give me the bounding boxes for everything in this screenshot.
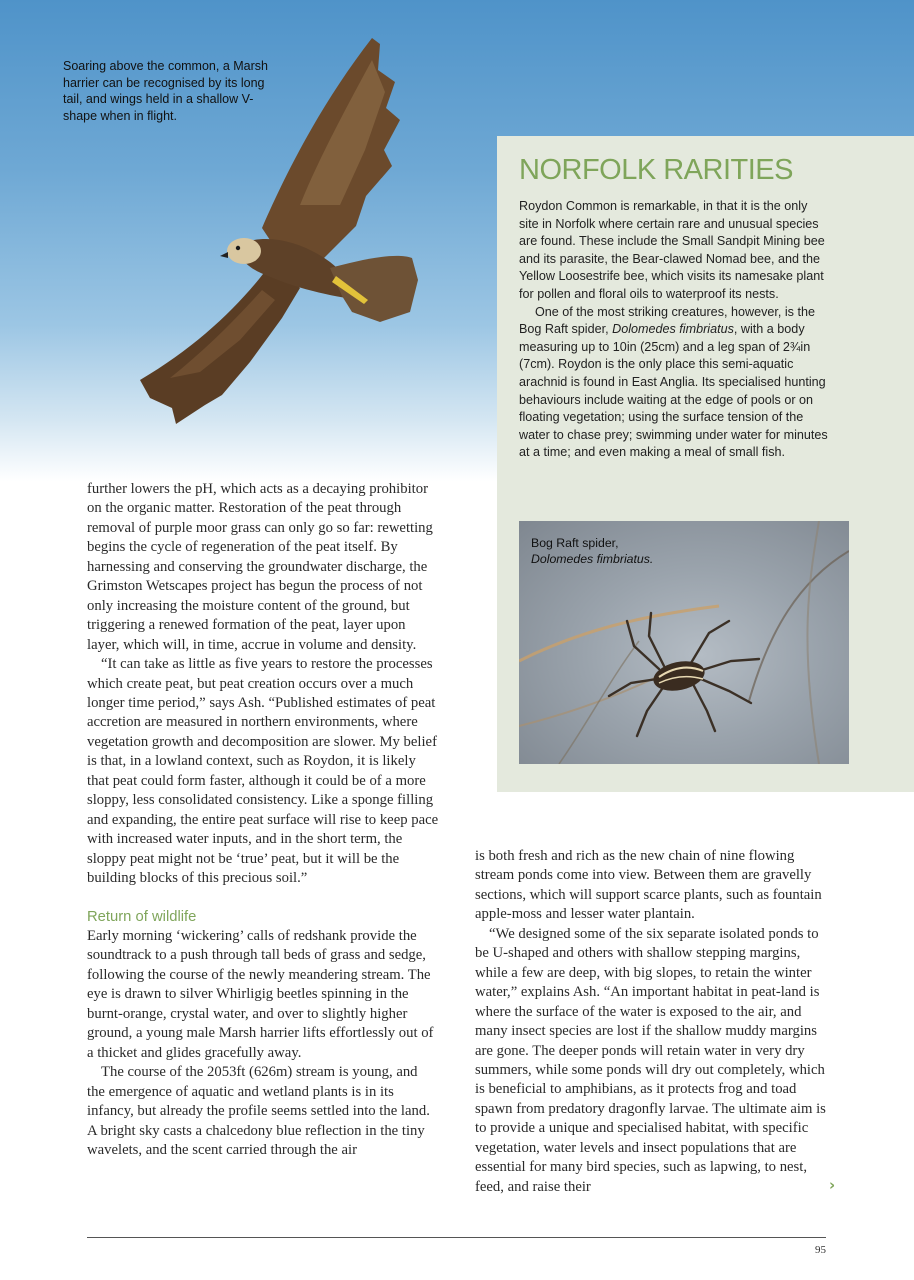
bog-raft-spider-photo [519,521,849,764]
sidebar-text: , with a body measuring up to 10in (25cm) and a leg span of 2¾in (7cm). Roydon is the only place this semi-aquatic arachnid is found in East Anglia. Its specialised hunting behaviours include waiting at the edge of pools or on floating vegetation; using the surface tension of the water to chase prey; swimming under water for minutes at a time; and even making a meal of small fish. [519,322,828,460]
body-paragraph: The course of the 2053ft (626m) stream is young, and the emergence of aquatic and wetland plants is in its infancy, but already the profile seems settled into the land. A bright sky casts a chalcedony blue reflection in the tiny wavelets, and the scent carried through the air [87,1064,430,1158]
spider-caption-scientific: Dolomedes fimbriatus. [531,551,654,566]
body-paragraph: “It can take as little as five years to restore the processes which create peat, but peat creation occurs over a much longer time period,” says Ash. “Published estimates of peat accretion are measured in northern environments, where vegetation growth and decomposition are slower. My belief is that, in a lowland context, such as Roydon, it is likely that peat could form faster, although it could be of a more sloppy, less consolidated consistency. Like a sponge filling and expanding, the entire peat surface will rise to keep pace with increased water inputs, and in the short term, the sloppy peat might not be ‘true’ peat, but it will be the building blocks of this precious soil.” [87,656,439,887]
right-text-column [475,847,827,1197]
continue-arrow-icon: › [829,1176,836,1194]
body-paragraph: “We designed some of the six separate isolated ponds to be U-shaped and others with shallow stepping margins, while a few are deep, with big slopes, to retain the winter water,” explains Ash. “An important habitat in peat-land is where the surface of the water is exposed to the air, and many insect species are lost if the shallow muddy margins are gone. The deeper ponds will retain water in very dry summers, while some ponds will dry out completely, which is beneficial to amphibians, as it protects frog and toad spawn from predatory dragonfly larvae. The ultimate aim is to provide a unique and specialised habitat, with specific vegetation, water levels and insect populations that are essential for many bird species, such as lapwing, to nest, feed, and raise their [475,925,826,1195]
sidebar-paragraph: Roydon Common is remarkable, in that it is the only site in Norfolk where certain rare and unusual species are found. These include the Small Sandpit Mining bee and its parasite, the Bear-clawed Nomad bee, and the Yellow Loosestrife bee, which visits its namesake plant for pollen and floral oils to waterproof its nests. [519,199,825,301]
sidebar-paragraph [519,304,829,462]
norfolk-rarities-sidebar [497,136,914,792]
body-paragraph: further lowers the pH, which acts as a decaying prohibitor on the organic matter. Restoration of the peat through removal of purple moor grass can only go so far: rewetting begins the cycle of regeneration of the peat itself. By harnessing and conserving the groundwater discharge, the Grimston Wetscapes project has begun the process of not only increasing the moisture content of the ground, but triggering a renewed formation of the peat, layer upon layer, which will, in time, accrue in volume and density. [87,481,433,653]
spider-caption [531,536,653,567]
spider-caption-common: Bog Raft spider, [531,536,619,550]
left-text-column [87,480,439,1160]
scientific-name: Dolomedes fimbriatus [612,322,734,337]
sidebar-title: NORFOLK RARITIES [519,154,793,186]
sidebar-body [519,198,829,462]
footer-rule [87,1237,826,1238]
body-paragraph: is both fresh and rich as the new chain of nine flowing stream ponds come into view. Between them are gravelly sections, which will support scarce plants, such as fountain apple-moss and lesser water plantain. [475,848,822,923]
body-paragraph: Early morning ‘wickering’ calls of redshank provide the soundtrack to a push through tall beds of grass and sedge, following the course of the newly meandering stream. The eye is drawn to silver Whirligig beetles spinning in the burnt-orange, crystal water, and over to slightly higher ground, a young male Marsh harrier lifts effortlessly out of a thicket and glides gracefully away. [87,927,434,1061]
page-number: 95 [815,1244,826,1256]
sidebar-text: One of the most striking creatures, however, is the Bog Raft spider, [519,304,815,337]
section-heading: Return of wildlife [87,908,197,925]
harrier-caption: Soaring above the common, a Marsh harrier can be recognised by its long tail, and wings held in a shallow V-shape when in flight. [63,59,268,123]
